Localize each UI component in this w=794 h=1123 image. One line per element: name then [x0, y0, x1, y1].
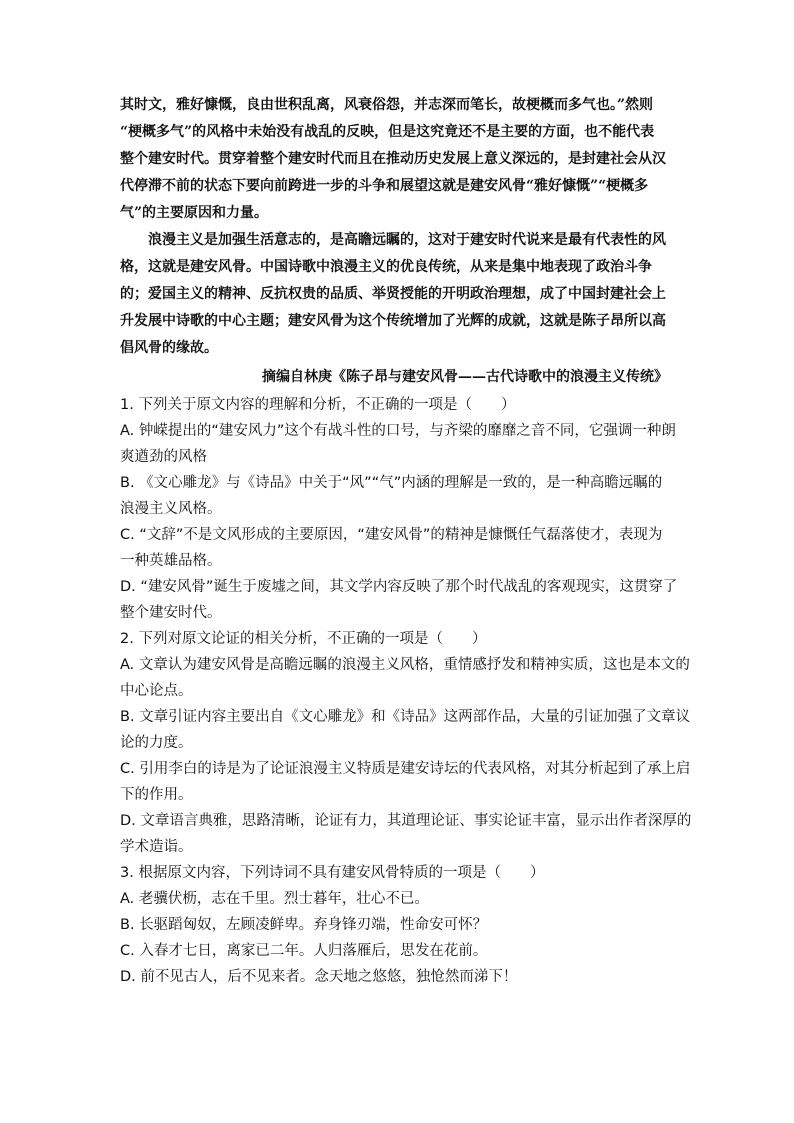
- question-stem: [120, 860, 680, 886]
- text-line: A. 文章认为建安风骨是高瞻远瞩的浪漫主义风格，重情感抒发和精神实质，这也是本文的: [120, 657, 690, 673]
- text-line: 一种英雄品格。: [120, 553, 222, 569]
- question-3: [120, 860, 680, 990]
- text-line: “梗概多气”的风格中未始没有战乱的反映，但是这究竟还不是主要的方面，也不能代表: [120, 124, 655, 140]
- text-line: A. 钟嵘提出的“建安风力”这个有战斗性的口号，与齐梁的靡靡之音不同，它强调一种朗: [120, 423, 676, 439]
- text-line: 升发展中诗歌的中心主题；建安风骨为这个传统增加了光辉的成就，这就是陈子昂所以高: [120, 313, 666, 329]
- text-line: 倡风骨的缘故。: [120, 340, 218, 356]
- option-a: [120, 652, 690, 704]
- text-line: 其时文，雅好慷慨，良由世积乱离，风衰俗怨，并志深而笔长，故梗概而多气也。”然则: [120, 97, 654, 113]
- question-stem: [120, 392, 680, 418]
- question-1: [120, 392, 680, 626]
- text-line: 代停滞不前的状态下要向前跨进一步的斗争和展望这就是建安风骨“雅好慷慨”“梗概多: [120, 178, 649, 194]
- text-line: 爽遒劲的风格: [120, 449, 207, 465]
- text-line: D. 文章语言典雅，思路清晰，论证有力，其道理论证、事实论证丰富，显示出作者深厚的: [120, 813, 692, 829]
- option-c: [120, 522, 680, 574]
- question-list: [120, 392, 692, 990]
- text-line: D. “建安风骨”诞生于废墟之间，其文学内容反映了那个时代战乱的客观现实，这贯穿了: [120, 579, 678, 595]
- text-line: 整个建安时代。: [120, 605, 222, 621]
- text-line: C. 入春才七日，离家已二年。人归落雁后，思发在花前。: [120, 943, 488, 959]
- text-line: D. 前不见古人，后不见来者。念天地之悠悠，独怆然而涕下！: [120, 969, 518, 985]
- source-citation: 摘编自林庚《陈子昂与建安风骨——古代诗歌中的浪漫主义传统》: [262, 369, 668, 385]
- question-2: [120, 626, 692, 860]
- text-line: 整个建安时代。贯穿着整个建安时代而且在推动历史发展上意义深远的，是封建社会从汉: [120, 151, 666, 167]
- text-line: 2. 下列对原文论证的相关分析，不正确的一项是（ ）: [120, 631, 487, 647]
- text-line: A. 老骥伏枥，志在千里。烈士暮年，壮心不已。: [120, 891, 429, 907]
- option-a: [120, 886, 680, 912]
- option-d: [120, 808, 692, 860]
- text-line: 的；爱国主义的精神、反抗权贵的品质、举贤授能的开明政治理想，成了中国封建社会上: [120, 286, 666, 302]
- text-line: 中心论点。: [120, 683, 193, 699]
- text-line: 论的力度。: [120, 735, 193, 751]
- option-b: [120, 912, 680, 938]
- option-c: [120, 756, 691, 808]
- option-b: [120, 470, 680, 522]
- text-line: 浪漫主义是加强生活意志的，是高瞻远瞩的，这对于建安时代说来是最有代表性的风: [148, 232, 666, 248]
- text-line: 浪漫主义风格。: [120, 501, 222, 517]
- option-b: [120, 704, 691, 756]
- text-line: 3. 根据原文内容，下列诗词不具有建安风骨特质的一项是（ ）: [120, 865, 545, 881]
- text-line: 学术造诣。: [120, 839, 193, 855]
- option-d: [120, 964, 680, 990]
- text-line: B. 文章引证内容主要出自《文心雕龙》和《诗品》这两部作品，大量的引证加强了文章议: [120, 709, 691, 725]
- text-line: 格，这就是建安风骨。中国诗歌中浪漫主义的优良传统，从来是集中地表现了政治斗争: [120, 259, 652, 275]
- text-line: C. “文辞”不是文风形成的主要原因，“建安风骨”的精神是慷慨任气磊落使才，表现为: [120, 527, 663, 543]
- passage-paragraph-2: [120, 227, 676, 362]
- text-line: C. 引用李白的诗是为了论证浪漫主义特质是建安诗坛的代表风格，对其分析起到了承上启: [120, 761, 691, 777]
- passage-text: [120, 92, 676, 362]
- passage-paragraph-1: [120, 92, 676, 227]
- question-stem: [120, 626, 680, 652]
- option-a: [120, 418, 680, 470]
- option-d: [120, 574, 680, 626]
- text-line: 1. 下列关于原文内容的理解和分析，不正确的一项是（ ）: [120, 397, 516, 413]
- text-line: B. 长驱蹈匈奴，左顾凌鲜卑。弃身锋刃端，性命安可怀？: [120, 917, 488, 933]
- text-line: 下的作用。: [120, 787, 193, 803]
- text-line: 气”的主要原因和力量。: [120, 205, 269, 221]
- text-line: B. 《文心雕龙》与《诗品》中关于“风”“气”内涵的理解是一致的，是一种高瞻远瞩的: [120, 475, 663, 491]
- option-c: [120, 938, 680, 964]
